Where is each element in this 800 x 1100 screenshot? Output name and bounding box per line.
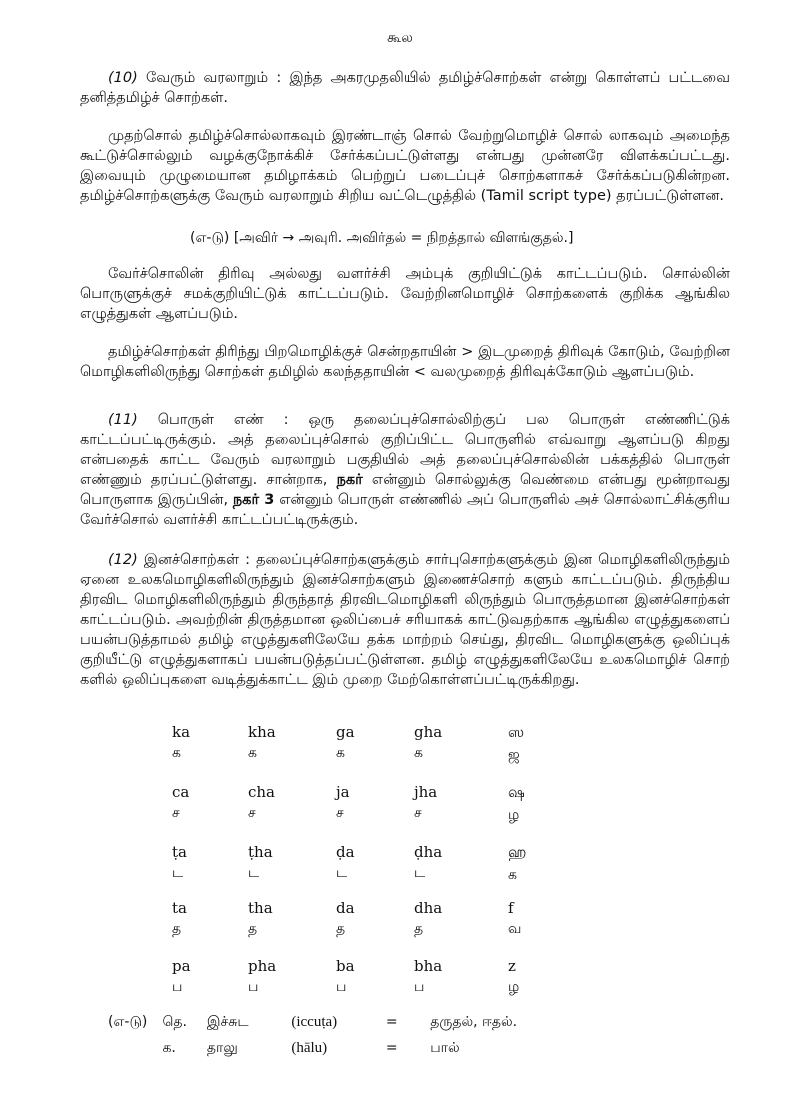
- grid-tamil-letter: த: [172, 921, 182, 937]
- grid-cell: [248, 722, 328, 763]
- grid-cell: [508, 782, 588, 825]
- grid-tamil-letter: ப: [336, 979, 347, 995]
- grid-latin-letter: ṭha: [248, 843, 273, 861]
- grid-tamil-letter: த: [414, 921, 424, 937]
- grid-latin-letter: ka: [172, 723, 191, 741]
- grid-latin-letter: z: [508, 957, 516, 975]
- section-11-text-a: பொருள் எண் : ஒரு தலைப்புச்சொல்லிற்குப் பல பொருள் எண்ணிட்டுக் காட்டப்பட்டிருக்கும். அத் தலைப்புச்சொல் குறிப்பிட்ட பொருளில் எவ்வாறு ஆளப்படு கிறது என்பதைக் காட்ட வேரும் வரலாறும் பகுதியில் அத் தலைப்புச்சொல்லின் பக்கத்தில் பொருள் எண்ணும் தரப்பட்டுள்ளது. சான்றாக,: [80, 412, 731, 488]
- grid-cell: [508, 898, 588, 939]
- grid-latin-letter: ba: [336, 957, 355, 975]
- section-11-label: (11): [108, 412, 138, 428]
- grid-cell: [172, 956, 252, 997]
- grid-tamil-letter: த: [336, 921, 346, 937]
- example-row-2: [108, 1040, 460, 1058]
- grid-cell: [172, 782, 252, 823]
- grid-cell: [508, 842, 588, 885]
- grid-latin-letter: dha: [414, 899, 443, 917]
- section-10-text: இந்த அகரமுதலியில் தமிழ்ச்சொற்கள் என்று கொள்ளப் பட்டவை தனித்தமிழ்ச் சொற்கள்.: [80, 70, 731, 106]
- grid-cell: [248, 782, 328, 823]
- grid-latin-letter: ja: [336, 783, 350, 801]
- grid-tamil-letter: ப: [248, 979, 259, 995]
- root-word-paragraph: வேர்ச்சொலின் திரிவு அல்லது வளர்ச்சி அம்புக் குறியிட்டுக் காட்டப்படும். சொல்லின் பொருளுக்குச் சமக்குறியிட்டுக் காட்டப்படும். வேற்றினமொழிச் சொற்களைக் குறிக்க ஆங்கில எழுத்துகள் ஆளப்படும்.: [80, 266, 730, 322]
- grid-latin-letter: ஷ: [508, 783, 525, 801]
- grid-tamil-letter: த: [248, 921, 258, 937]
- grid-latin-letter: ta: [172, 899, 187, 917]
- grid-cell: [336, 782, 416, 823]
- grid-tamil-letter: ட: [336, 865, 348, 881]
- grid-tamil-letter: ச: [172, 805, 180, 821]
- grid-tamil-letter: ச: [336, 805, 344, 821]
- grid-cell: [508, 722, 588, 765]
- example-meaning: தருதல், ஈதல்.: [430, 1014, 518, 1030]
- section-11-paragraph: [80, 410, 730, 530]
- grid-cell: [414, 782, 494, 823]
- example-equals: =: [385, 1014, 398, 1030]
- section-12-text: தலைப்புச்சொற்களுக்கும் சார்புசொற்களுக்கும் இன மொழிகளிலிருந்தும் ஏனை உலகமொழிகளிலிருந்தும் இனச்சொற்களும் இணைச்சொற் களும் காட்டப்படும். திருந்திய திரவிட மொழிகளிலிருந்தும் திருந்தாத் திரவிடமொழிகளி லிருந்தும் பொருத்தமான இனச்சொற்கள் காட்டப்படும். அவற்றின் திருத்தமான ஒலிப்பைச் சரியாகக் காட்டுவதற்காக ஆங்கில எழுத்துகளைப் பயன்படுத்தாமல் தமிழ் எழுத்துகளிலேயே தக்க மாற்றம் செய்து, திரவிட மொழிகளுக்கு ஒலிப்புக் குறியீட்டு எழுத்துகளாகப் பயன்படுத்தப்பட்டுள்ளன. தமிழ் எழுத்துகளிலேயே உலகமொழிச் சொற் களில் ஒலிப்புகளை வடித்துக்காட்ட இம் முறை மேற்கொள்ளப்பட்டிருக்கிறது.: [80, 552, 731, 688]
- example-equals: =: [385, 1040, 398, 1056]
- grid-cell: [172, 898, 252, 939]
- grid-latin-letter: da: [336, 899, 355, 917]
- grid-latin-letter: ஸ: [508, 723, 525, 741]
- example-language: க.: [162, 1040, 176, 1056]
- grid-latin-letter: jha: [414, 783, 438, 801]
- grid-tamil-letter: க: [414, 745, 423, 761]
- example-romanization: (iccuṭa): [291, 1014, 338, 1030]
- grid-tamil-letter: ழ: [508, 979, 520, 995]
- grid-tamil-letter: ட: [414, 865, 426, 881]
- section-10-heading: வேரும் வரலாறும் :: [145, 70, 282, 86]
- grid-cell: [248, 898, 328, 939]
- grid-tamil-letter: க: [248, 745, 257, 761]
- section-10-paragraph: [80, 68, 730, 108]
- section-11-word-1: நகர்: [336, 472, 363, 488]
- grid-tamil-letter: க: [336, 745, 345, 761]
- example-1: (எ-டு) [அவிர் → அவுரி. அவிர்தல் = நிறத்தால் விளங்குதல்.]: [190, 230, 574, 246]
- section-11-text-b: என்னும் சொல்லுக்கு வெண்மை என்பது மூன்றாவது பொருளாக இருப்பின்,: [80, 472, 731, 508]
- grid-tamil-letter: ட: [248, 865, 260, 881]
- grid-tamil-letter: ச: [414, 805, 422, 821]
- grid-tamil-letter: ப: [172, 979, 183, 995]
- grid-latin-letter: f: [508, 899, 514, 917]
- section-11-word-2: நகர் 3: [232, 492, 275, 508]
- example-meaning: பால்: [430, 1040, 460, 1056]
- grid-tamil-letter: க: [172, 745, 181, 761]
- grid-latin-letter: ḍa: [336, 843, 355, 861]
- grid-cell: [172, 842, 252, 883]
- grid-latin-letter: kha: [248, 723, 276, 741]
- section-12-heading: இனச்சொற்கள் :: [143, 552, 251, 568]
- grid-latin-letter: ṭa: [172, 843, 187, 861]
- grid-tamil-letter: ப: [414, 979, 425, 995]
- section-12-paragraph: [80, 550, 730, 690]
- grid-latin-letter: cha: [248, 783, 276, 801]
- grid-tamil-letter: வ: [508, 921, 522, 937]
- grid-tamil-letter: க: [508, 867, 517, 883]
- grid-latin-letter: gha: [414, 723, 443, 741]
- grid-latin-letter: ga: [336, 723, 355, 741]
- grid-latin-letter: ḍha: [414, 843, 443, 861]
- example-row-1: [108, 1014, 517, 1032]
- grid-tamil-letter: ஜ: [508, 747, 520, 763]
- grid-cell: [172, 722, 252, 763]
- example-language: தெ.: [162, 1014, 187, 1030]
- example-word: இச்சுட: [206, 1014, 249, 1030]
- section-10-label: (10): [108, 70, 138, 86]
- section-12-label: (12): [108, 552, 138, 568]
- page-number: கூல: [387, 30, 413, 46]
- grid-cell: [248, 842, 328, 883]
- grid-cell: [336, 842, 416, 883]
- grid-latin-letter: pha: [248, 957, 277, 975]
- grid-latin-letter: tha: [248, 899, 273, 917]
- grid-tamil-letter: ச: [248, 805, 256, 821]
- grid-cell: [336, 898, 416, 939]
- derivation-arrow-paragraph: தமிழ்ச்சொற்கள் திரிந்து பிறமொழிக்குச் சென்றதாயின் > இடமுறைத் திரிவுக் கோடும், வேற்றின மொழிகளிலிருந்து சொற்கள் தமிழில் கலந்ததாயின் < வலமுறைத் திரிவுக்கோடும் ஆளப்படும்.: [80, 344, 730, 380]
- grid-cell: [508, 956, 588, 997]
- example-lead: (எ-டு): [108, 1014, 148, 1030]
- grid-cell: [414, 842, 494, 883]
- grid-latin-letter: ca: [172, 783, 190, 801]
- section-11-text-c: என்னும் பொருள் எண்ணில் அப் பொருளில் அச் சொல்லாட்சிக்குரிய வேர்ச்சொல் வளர்ச்சி காட்டப்பட்டிருக்கும்.: [80, 492, 731, 528]
- grid-cell: [336, 722, 416, 763]
- grid-cell: [414, 898, 494, 939]
- grid-tamil-letter: ழ: [508, 807, 520, 823]
- grid-cell: [414, 722, 494, 763]
- grid-tamil-letter: ட: [172, 865, 184, 881]
- grid-latin-letter: pa: [172, 957, 191, 975]
- compound-word-paragraph: முதற்சொல் தமிழ்ச்சொல்லாகவும் இரண்டாஞ் சொல் வேற்றுமொழிச் சொல் லாகவும் அமைந்த கூட்டுச்சொல்லும் வழக்குநோக்கிச் சேர்க்கப்பட்டுள்ளது என்பது முன்னரே விளக்கப்பட்டது. இவையும் முழுமையான தமிழாக்கம் பெற்றுப் படைப்புச் சொற்களாகச் சேர்க்கப்படுகின்றன. தமிழ்ச்சொற்களுக்கு வேரும் வரலாறும் சிறிய வட்டெழுத்தில் (Tamil script type) தரப்பட்டுள்ளன.: [80, 128, 730, 204]
- example-word: தாலு: [206, 1040, 238, 1056]
- grid-cell: [336, 956, 416, 997]
- grid-cell: [248, 956, 328, 997]
- grid-cell: [414, 956, 494, 997]
- grid-latin-letter: ஹ: [508, 843, 527, 861]
- example-romanization: (hālu): [291, 1040, 328, 1056]
- grid-latin-letter: bha: [414, 957, 443, 975]
